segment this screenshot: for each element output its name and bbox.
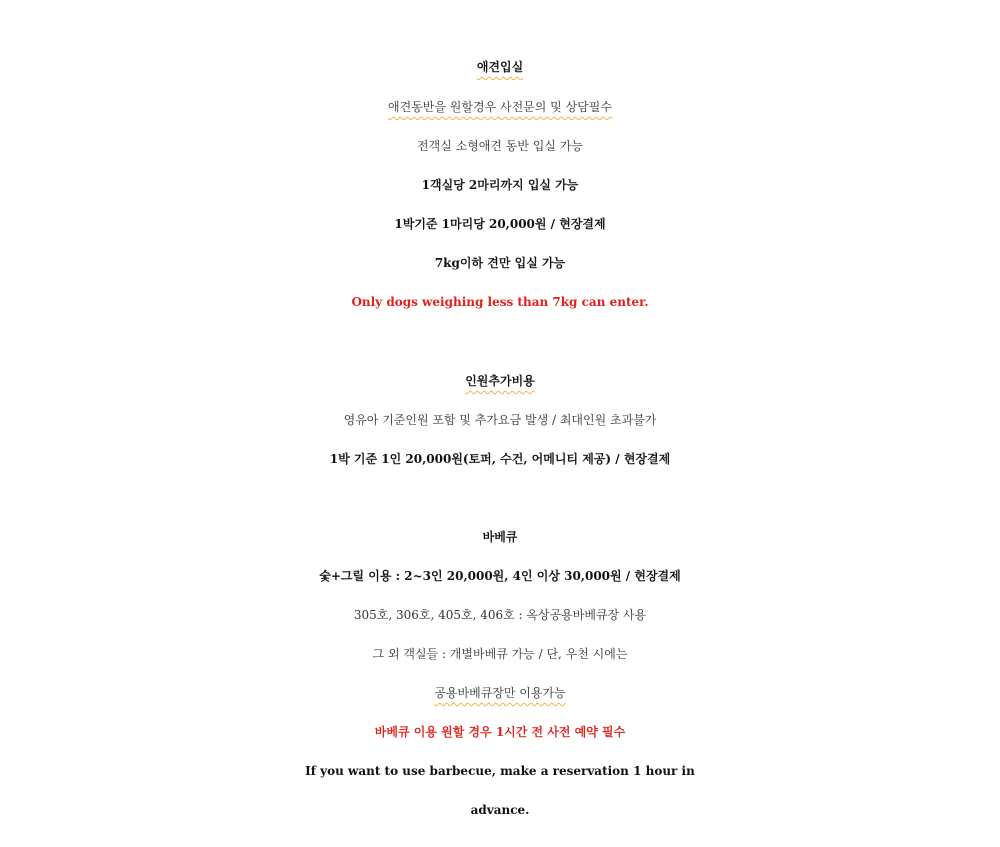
bbq-line-reservation: 바베큐 이용 원할 경우 1시간 전 사전 예약 필수 bbox=[374, 725, 626, 739]
extra-line-infant: 영유아 기준인원 포함 및 추가요금 발생 / 최대인원 초과불가 bbox=[343, 413, 657, 427]
bbq-line-english-2: advance. bbox=[470, 803, 530, 817]
bbq-line-english-1: If you want to use barbecue, make a reservation 1 hour in bbox=[305, 764, 695, 778]
bbq-line-other-rooms: 그 외 객실들 : 개별바베큐 가능 / 단, 우천 시에는 bbox=[372, 647, 628, 661]
bbq-line-price: 숯+그릴 이용 : 2~3인 20,000원, 4인 이상 30,000원 / 현장결제 bbox=[319, 569, 681, 583]
pet-line-all-rooms: 전객실 소형애견 동반 입실 가능 bbox=[417, 139, 583, 153]
section-title-pet: 애견입실 bbox=[476, 60, 524, 74]
bbq-line-rooftop-rooms: 305호, 306호, 405호, 406호 : 옥상공용바베큐장 사용 bbox=[353, 608, 647, 622]
pet-line-per-room: 1객실당 2마리까지 입실 가능 bbox=[421, 178, 579, 192]
section-title-extra-person: 인원추가비용 bbox=[465, 374, 535, 388]
pet-line-weight: 7kg이하 견만 입실 가능 bbox=[434, 256, 566, 270]
pet-line-weight-english: Only dogs weighing less than 7kg can enter. bbox=[351, 295, 649, 309]
pet-line-consult: 애견동반을 원할경우 사전문의 및 상담필수 bbox=[388, 100, 612, 114]
section-title-bbq: 바베큐 bbox=[482, 530, 518, 544]
bbq-line-shared-only: 공용바베큐장만 이용가능 bbox=[434, 686, 566, 700]
extra-line-fee: 1박 기준 1인 20,000원(토퍼, 수건, 어메니티 제공) / 현장결제 bbox=[329, 452, 671, 466]
pet-line-fee: 1박기준 1마리당 20,000원 / 현장결제 bbox=[394, 217, 606, 231]
